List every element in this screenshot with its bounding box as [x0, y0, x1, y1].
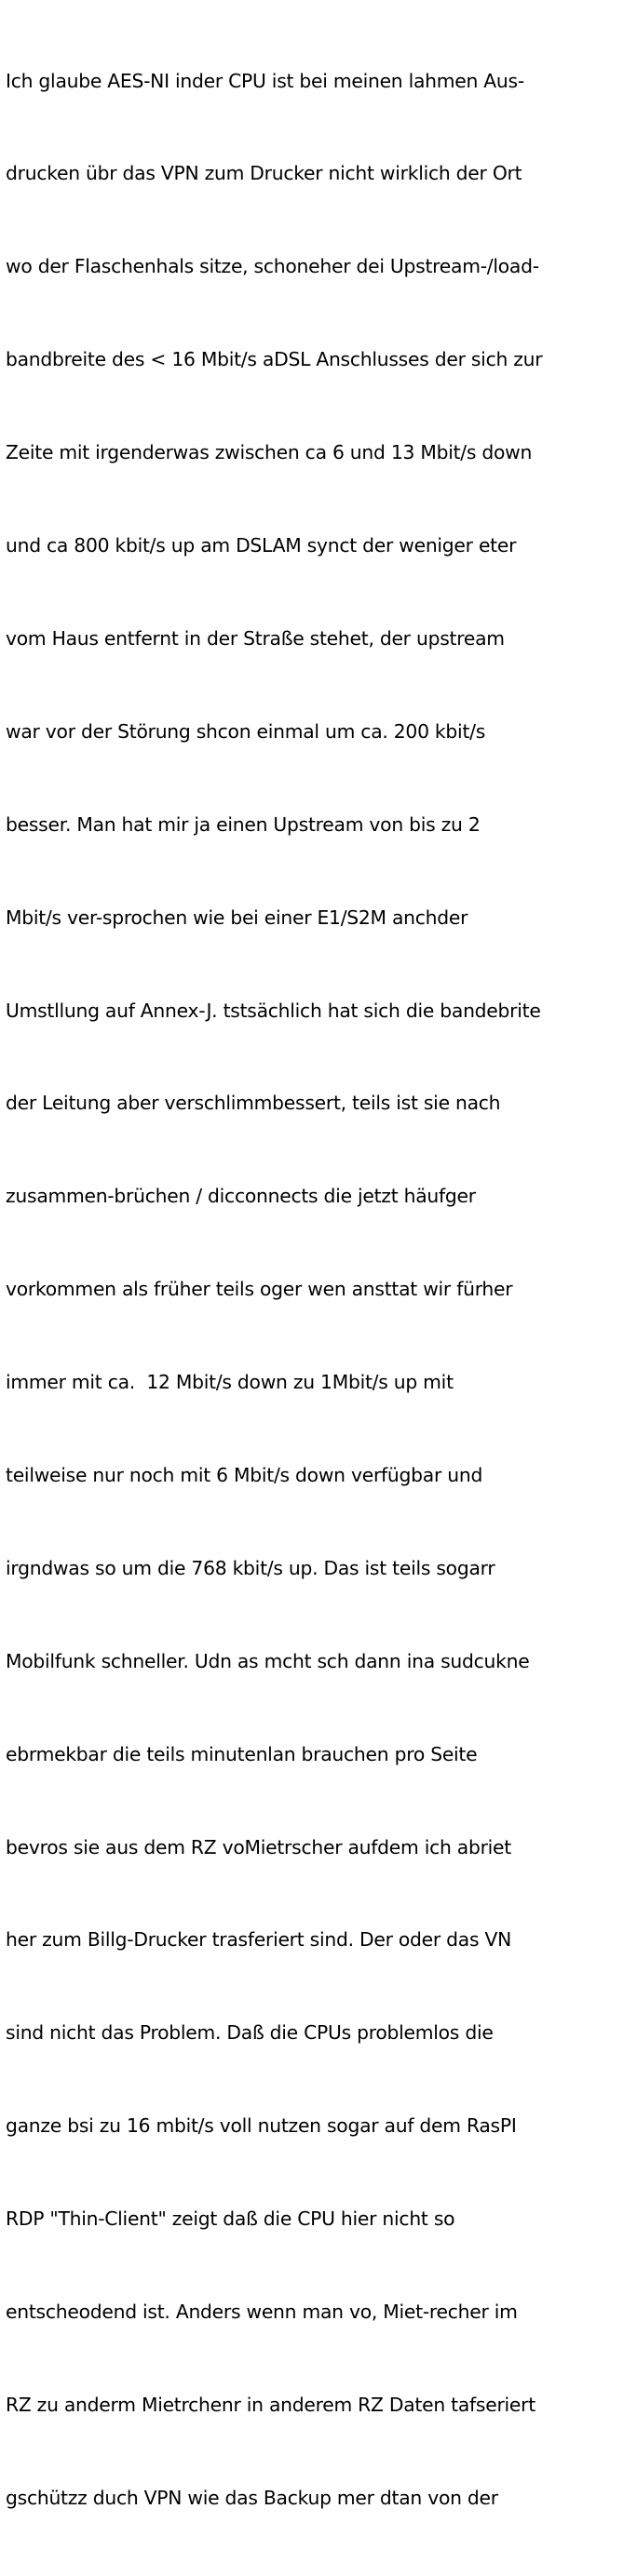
- text-line: teilweise nur noch mit 6 Mbit/s down verfügbar und: [6, 1463, 483, 1486]
- text-line: Mobilfunk schneller. Udn as mcht sch dann ina sudcukne: [6, 1649, 530, 1672]
- text-line: vom Haus entfernt in der Straße stehet, der upstream: [6, 626, 505, 650]
- text-line: Ich glaube AES-NI inder CPU ist bei meinen lahmen Aus-: [6, 69, 524, 92]
- text-line: zusammen-brüchen / dicconnects die jetzt häufger: [6, 1185, 476, 1208]
- document-text-block: [6, 4, 631, 2576]
- text-line: RZ zu anderm Mietrchenr in anderem RZ Daten tafseriert: [6, 2393, 535, 2416]
- text-line: ganze bsi zu 16 mbit/s voll nutzen sogar auf dem RasPI: [6, 2114, 517, 2138]
- text-line: irgndwas so um die 768 kbit/s up. Das ist teils sogarr: [6, 1556, 495, 1579]
- text-line: entscheodend ist. Anders wenn man vo, Miet-recher im: [6, 2300, 518, 2323]
- text-line: her zum Billg-Drucker trasferiert sind. Der oder das VN: [6, 1928, 512, 1952]
- text-line: gschützz duch VPN wie das Backup mer dtan von der: [6, 2486, 498, 2509]
- text-line: immer mit ca. 12 Mbit/s down zu 1Mbit/s up mit: [6, 1371, 454, 1394]
- text-line: Zeite mit irgenderwas zwischen ca 6 und 13 Mbit/s down: [6, 441, 533, 464]
- text-line: war vor der Störung shcon einmal um ca. 200 kbit/s: [6, 719, 486, 743]
- text-line: sind nicht das Problem. Daß die CPUs problemlos die: [6, 2021, 494, 2045]
- text-line: Mbit/s ver-sprochen wie bei einer E1/S2M anchder: [6, 906, 468, 929]
- text-line: und ca 800 kbit/s up am DSLAM synct der weniger eter: [6, 534, 517, 557]
- text-line: besser. Man hat mir ja einen Upstream von bis zu 2: [6, 812, 481, 836]
- text-line: Umstllung auf Annex-J. tstsächlich hat sich die bandebrite: [6, 999, 541, 1022]
- text-line: der Leitung aber verschlimmbessert, teils ist sie nach: [6, 1092, 501, 1115]
- text-line: RDP "Thin-Client" zeigt daß die CPU hier nicht so: [6, 2207, 455, 2231]
- text-line: ebrmekbar die teils minutenlan brauchen pro Seite: [6, 1742, 478, 1765]
- text-line: drucken übr das VPN zum Drucker nicht wirklich der Ort: [6, 162, 522, 185]
- text-line: wo der Flaschenhals sitze, schoneher dei Upstream-/load-: [6, 255, 539, 278]
- text-line: bandbreite des < 16 Mbit/s aDSL Anschlusses der sich zur: [6, 348, 543, 371]
- text-line: bevros sie aus dem RZ voMietrscher aufdem ich abriet: [6, 1835, 511, 1858]
- text-line: vorkommen als früher teils oger wen ansttat wir fürher: [6, 1278, 513, 1301]
